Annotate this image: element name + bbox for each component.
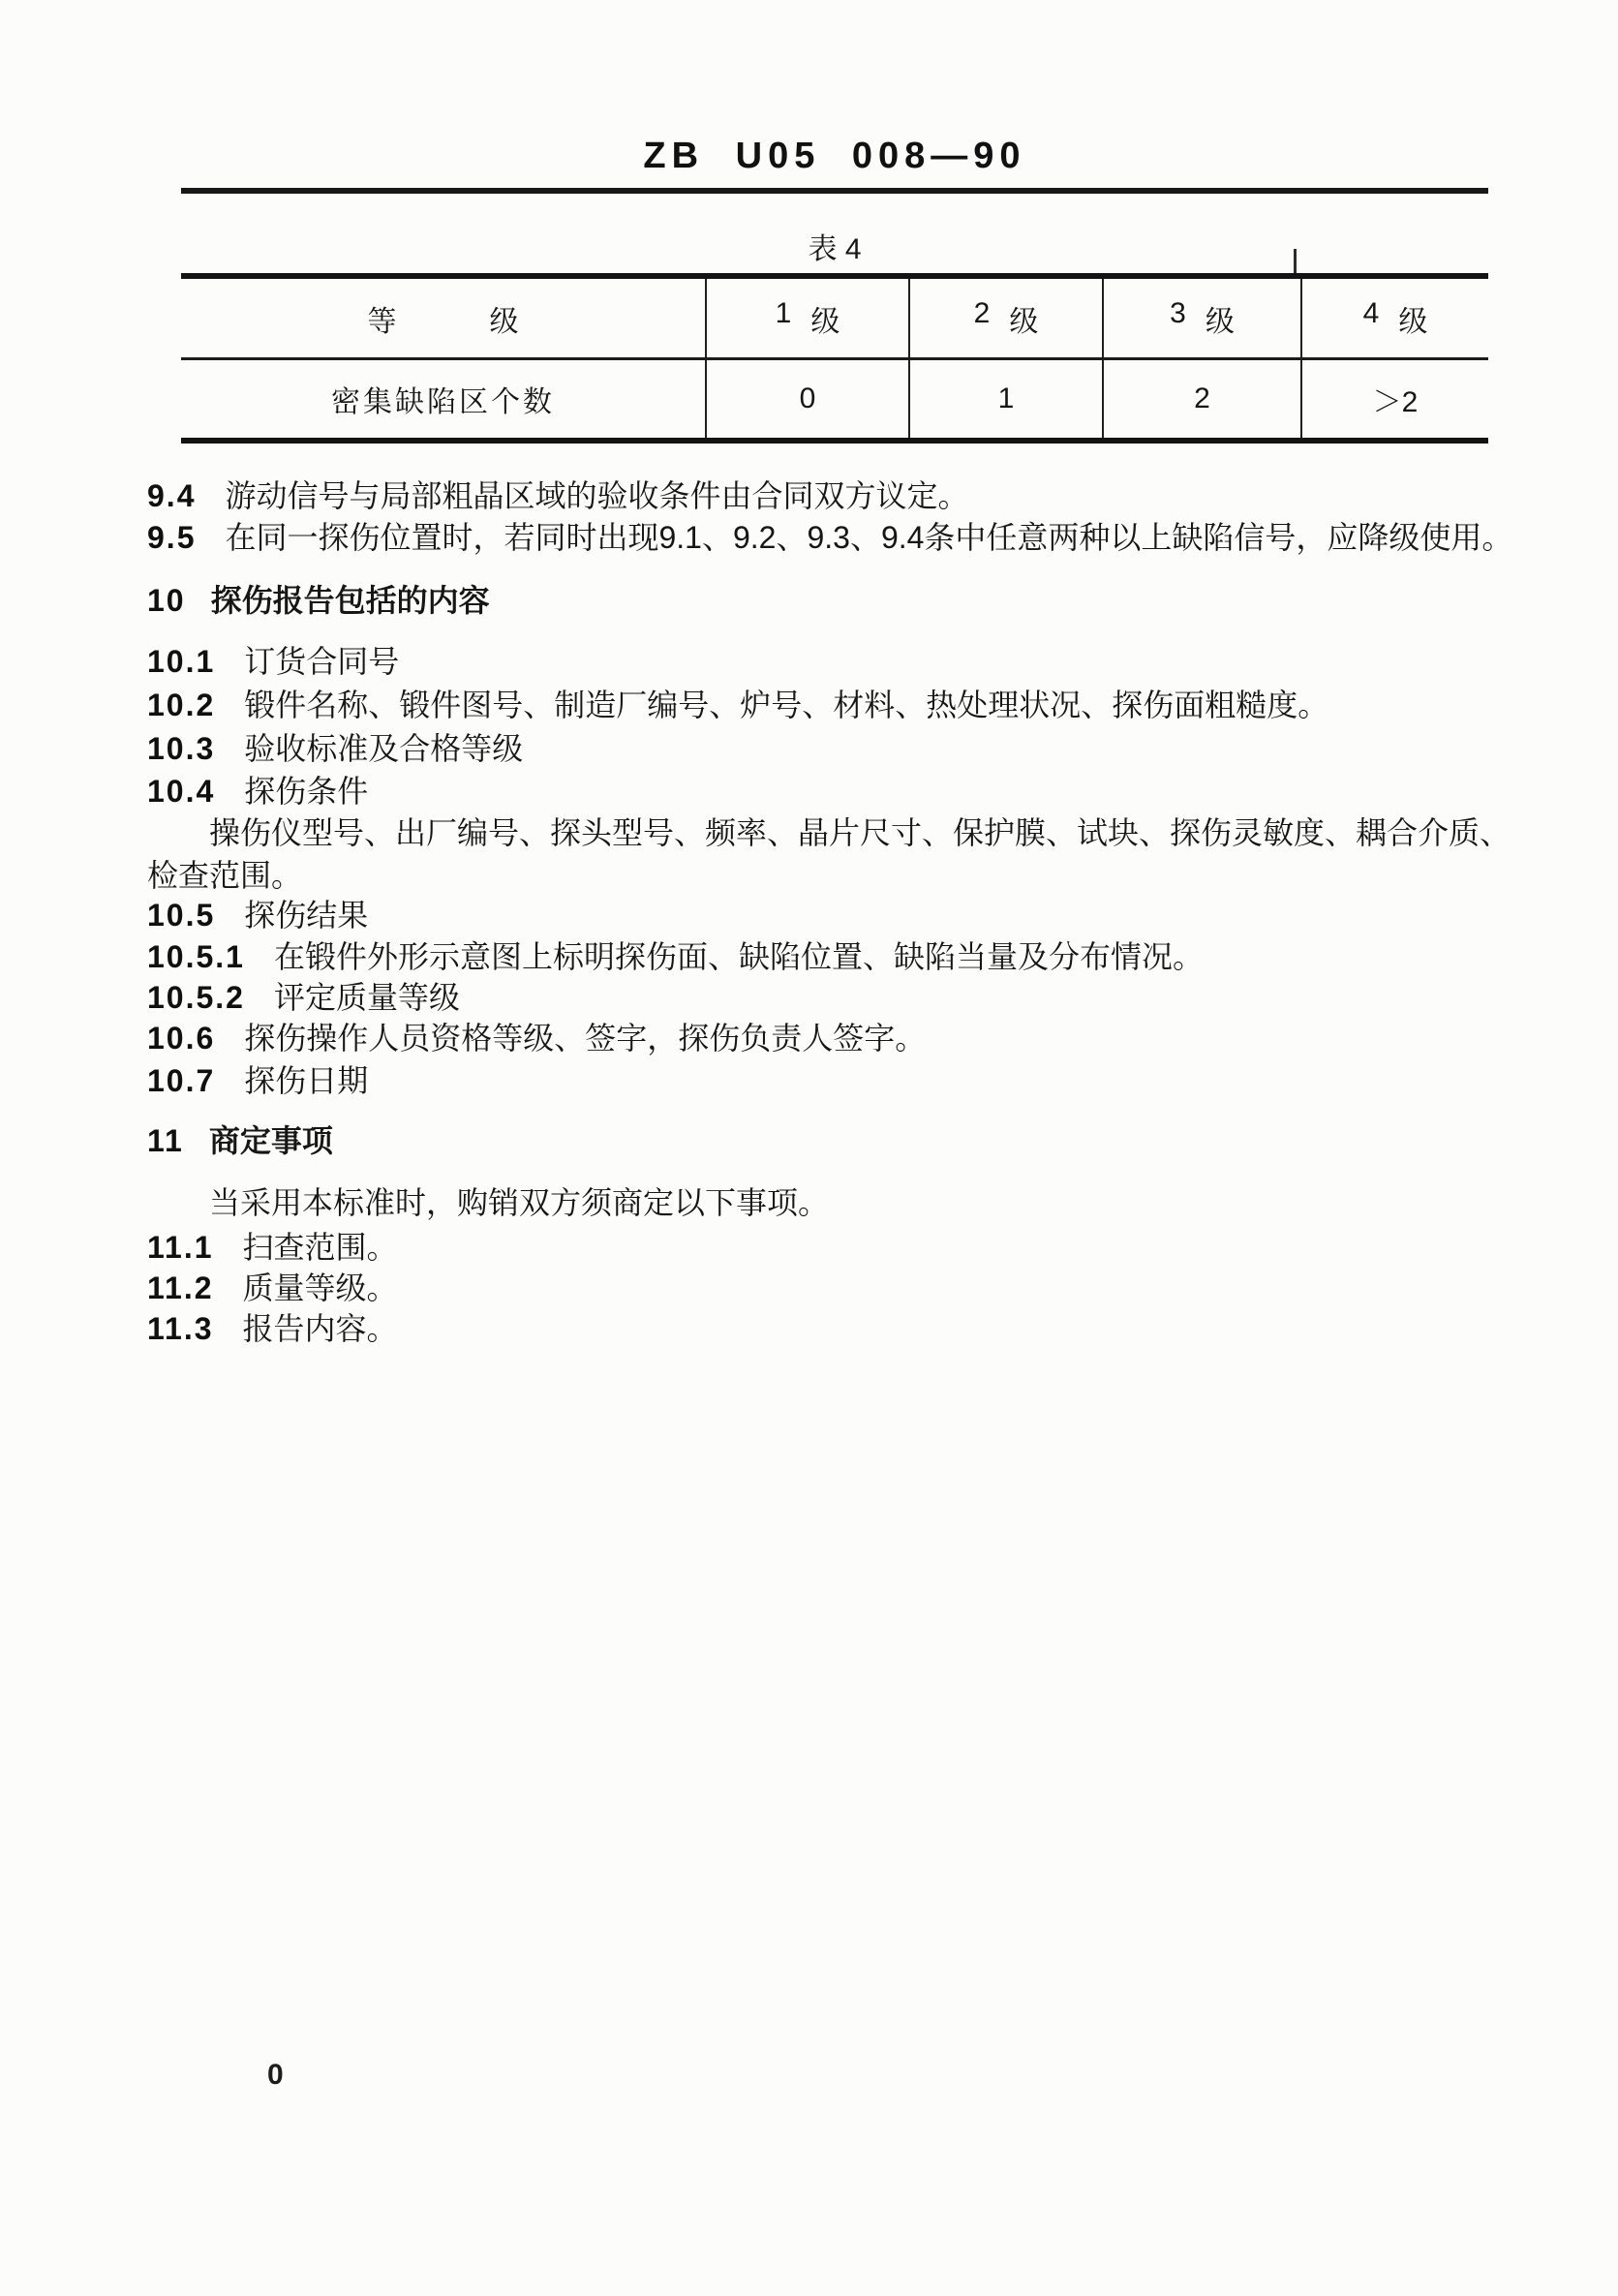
clause-number: 10.5 [147,898,216,933]
grade4-unit: 级 [1398,305,1428,338]
clause-number: 11.3 [147,1311,214,1346]
heading-10 [147,581,490,620]
clause-text: 检查范围。 [147,858,303,893]
grade3-unit: 级 [1205,305,1235,338]
scan-artifact-line [1294,249,1297,276]
clause-number: 10.1 [147,644,216,679]
clause-text: 在锻件外形示意图上标明探伤面、缺陷位置、缺陷当量及分布情况。 [273,939,1204,974]
clause-9-5 [147,518,1512,557]
clause-number: 10.5.2 [147,980,245,1015]
grade4-number: 4 [1362,296,1380,329]
dense-defect-count-grade2: 1 [910,360,1104,438]
table-header-grade4 [1302,279,1488,357]
page-number: 0 [267,2059,284,2091]
grade-label [368,297,519,340]
clause-10-6 [147,1019,926,1057]
table-header-grade1 [707,279,910,357]
table-header-grade2 [910,279,1104,357]
grade1-unit: 级 [810,305,840,338]
table-header-grade3 [1104,279,1302,357]
clause-number: 10.3 [147,731,216,766]
clause-10-5-2 [147,978,460,1017]
clause-number: 10.5.1 [147,939,245,974]
clause-text: 锻件名称、锻件图号、制造厂编号、炉号、材料、热处理状况、探伤面粗糙度。 [244,688,1329,722]
clause-10-5-1 [147,937,1204,976]
table-header-label-cell [181,279,707,357]
clause-text: 探伤日期 [244,1063,369,1098]
clause-11-1 [147,1228,398,1267]
clause-text: 扫查范围。 [242,1230,398,1265]
grade-label-left: 等 [367,305,397,338]
clause-text: 报告内容。 [242,1311,398,1346]
clause-number: 10.2 [147,688,216,722]
clause-10-7 [147,1061,368,1100]
heading-text: 探伤报告包括的内容 [210,583,490,618]
clause-number: 11.1 [147,1230,214,1265]
clause-11-2 [147,1269,398,1307]
dense-defect-count-label: 密集缺陷区个数 [181,360,707,438]
clause-number: 11.2 [147,1270,214,1305]
clause-9-4 [147,476,969,515]
table-data-row [181,360,1488,438]
clause-text: 订货合同号 [244,644,400,679]
dense-defect-count-grade4: ＞2 [1372,386,1419,418]
header-rule [181,188,1488,194]
clause-text: 当采用本标准时，购销双方须商定以下事项。 [209,1185,830,1220]
clause-text: 在同一探伤位置时，若同时出现9.1、9.2、9.3、9.4条中任意两种以上缺陷信号，应降级使用。 [225,520,1513,555]
dense-defect-count-grade1: 0 [707,360,910,438]
grade2-number: 2 [973,296,991,329]
clause-text: 游动信号与局部粗晶区域的验收条件由合同双方议定。 [225,478,969,513]
clause-10-4-paragraph-wrap [147,856,302,895]
heading-number: 11 [147,1123,184,1158]
clause-text: 探伤结果 [244,898,369,933]
grade-table [181,273,1488,444]
clause-text: 操伤仪型号、出厂编号、探头型号、频率、晶片尺寸、保护膜、试块、探伤灵敏度、耦合介质、 [209,815,1511,850]
clause-11-3 [147,1309,398,1348]
clause-text: 质量等级。 [242,1270,398,1305]
clause-number: 9.4 [147,478,197,513]
clause-number: 10.4 [147,774,216,809]
clause-10-4-paragraph [147,813,1511,852]
dense-defect-count-grade3: 2 [1104,360,1302,438]
clause-10-4 [147,772,368,811]
clause-text: 探伤操作人员资格等级、签字，探伤负责人签字。 [244,1021,927,1056]
clause-10-1 [147,642,399,681]
grade3-number: 3 [1170,296,1186,329]
table-caption: 表 4 [808,233,862,265]
clause-11-intro [147,1183,829,1222]
grade2-unit: 级 [1009,305,1039,338]
clause-10-5 [147,896,368,934]
clause-text: 验收标准及合格等级 [244,731,524,766]
grade1-number: 1 [775,296,792,329]
clause-10-2 [147,686,1328,724]
standard-code: ZB U05 008—90 [643,136,1026,176]
grade-label-right: 级 [489,305,519,338]
clause-text: 评定质量等级 [273,980,460,1015]
heading-text: 商定事项 [208,1123,333,1158]
table-header-row [181,279,1488,360]
clause-number: 9.5 [147,520,197,555]
clause-10-3 [147,729,523,768]
heading-number: 10 [147,583,186,618]
clause-text: 探伤条件 [244,774,369,809]
heading-11 [147,1121,333,1160]
clause-number: 10.6 [147,1021,216,1056]
clause-number: 10.7 [147,1063,216,1098]
